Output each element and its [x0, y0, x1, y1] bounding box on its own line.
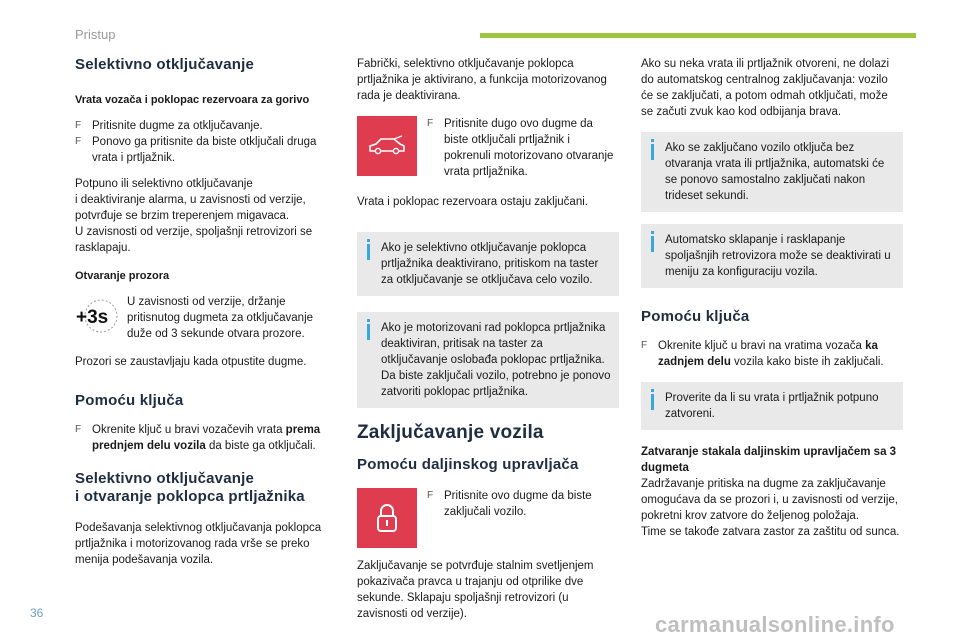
heading-remote: Pomoću daljinskog upravljača [357, 456, 579, 473]
column-2 [357, 56, 619, 631]
info-icon [651, 236, 654, 252]
info-note: Automatsko sklapanje i rasklapanje spoljašnjih retrovizora može se deaktivirati u meniju za konfiguraciju vozila. [641, 224, 903, 288]
watermark: carmanualsonline.info [655, 612, 895, 637]
list-item: F Okrenite ključ u bravi na vratima vozača ka zadnjem delu vozila kako biste ih zaključali. [641, 340, 884, 368]
page-number: 36 [30, 606, 44, 620]
heading-selective-unlock: Selektivno otključavanje [75, 56, 255, 73]
paragraph-factory-setting: Fabrički, selektivno otključavanje poklopca prtljažnika je aktivirano, a funkcija motorizovanog rada je deaktivirana. [357, 58, 607, 102]
section-title: Pristup [75, 27, 116, 42]
info-note: Ako je selektivno otključavanje poklopca prtljažnika deaktivirano, pritiskom na taster za otključavanje se otključava celo vozilo. [357, 232, 619, 296]
info-icon [367, 324, 370, 340]
heading-with-key: Pomoću ključa [641, 308, 750, 325]
paragraph-doors-stay-locked: Vrata i poklopac rezervoara ostaju zaključani. [357, 196, 588, 208]
list-item: F Pritisnite dugo ovo dugme da biste otključali prtljažnik i pokrenuli motorizovano otvaranje vrata prtljažnika. [427, 118, 614, 178]
column-3 [641, 56, 903, 549]
car-trunk-icon [357, 116, 417, 176]
bullet-marker-icon: F [75, 424, 82, 435]
bullet-marker-icon: F [427, 490, 434, 501]
trunk-button-row [357, 116, 619, 180]
info-icon [367, 244, 370, 260]
bullet-marker-icon: F [75, 136, 82, 147]
column-1 [75, 56, 337, 577]
info-note: Proverite da li su vrata i prtljažnik potpuno zatvoreni. [641, 382, 903, 430]
paragraph-lock-confirmation: Zaključavanje se potvrđuje stalnim svetljenjem pokazivača pravca u trajanju od otprilike dve sekunde. Sklapaju spoljašnji retrovizori (u zavisnosti od verzije). [357, 560, 594, 620]
lock-button-row [357, 488, 619, 548]
subheading-window-opening: Otvaranje prozora [75, 270, 170, 282]
hold-3s-icon [75, 294, 127, 334]
hold-3s-label: +3s [76, 307, 109, 328]
header-accent-bar [480, 33, 916, 38]
list-item: F Okrenite ključ u bravi vozačevih vrata prema prednjem delu vozila da biste ga otključali. [75, 424, 321, 452]
padlock-icon [357, 488, 417, 548]
heading-locking: Zaključavanje vozila [357, 422, 544, 443]
hold-button-text: U zavisnosti od verzije, držanje pritisnutog dugmeta za otključavanje duže od 3 sekunde otvara prozore. [127, 296, 314, 340]
bullet-marker-icon: F [75, 120, 82, 131]
info-note: Ako je motorizovani rad poklopca prtljažnika deaktiviran, pritisak na taster za otključavanje oslobađa poklopac prtljažnika. Da biste zaključali vozilo, potrebno je ponovo zatvoriti poklopac prtljažnika. [357, 312, 619, 408]
paragraph-windows-stop: Prozori se zaustavljaju kada otpustite dugme. [75, 356, 307, 368]
paragraph-confirmation: Potpuno ili selektivno otključavanje i deaktiviranje alarma, u zavisnosti od verzije, potvrđuje se brzim treperenjem migavaca. U zavisnosti od verzije, spoljašnji retrovizori se rasklapaju. [75, 178, 313, 254]
info-icon [651, 144, 654, 160]
hold-button-row [75, 294, 337, 342]
heading-with-key: Pomoću ključa [75, 392, 184, 409]
bullet-marker-icon: F [641, 340, 648, 351]
paragraph-trunk-settings: Podešavanja selektivnog otključavanja poklopca prtljažnika i motorizovanog rada vrše se preko menija podešavanja vozila. [75, 522, 322, 566]
list-item: F Ponovo ga pritisnite da biste otključali druga vrata i prtljažnik. [75, 136, 317, 164]
subheading-windows-remote: Zatvaranje stakala daljinskim upravljačem sa 3 dugmeta [641, 446, 897, 474]
paragraph-door-open: Ako su neka vrata ili prtljažnik otvoreni, ne dolazi do automatskog centralnog zaključavanja: vozilo će se zaključati, a potom odmah otključati, može se začuti zvuk kao kod odbijanja brava. [641, 58, 890, 118]
paragraph-sunshade: Time se takođe zatvara zastor za zaštitu od sunca. [641, 526, 900, 538]
list-item: F Pritisnite dugme za otključavanje. [75, 120, 263, 132]
bullet-marker-icon: F [427, 118, 434, 129]
list-item: F Pritisnite ovo dugme da biste zaključali vozilo. [427, 490, 592, 518]
heading-trunk-unlock: Selektivno otključavanje i otvaranje poklopca prtljažnika [75, 470, 305, 505]
paragraph-hold-lock: Zadržavanje pritiska na dugme za zaključavanje omogućava da se prozori i, u zavisnosti od verzije, pokretni krov zatvore do željenog položaja. [641, 478, 898, 522]
info-icon [651, 394, 654, 410]
info-note: Ako se zaključano vozilo otključa bez otvaranja vrata ili prtljažnika, automatski će se ponovo samostalno zaključati nakon trideset sekundi. [641, 132, 903, 212]
subheading-driver-door: Vrata vozača i poklopac rezervoara za gorivo [75, 94, 310, 106]
